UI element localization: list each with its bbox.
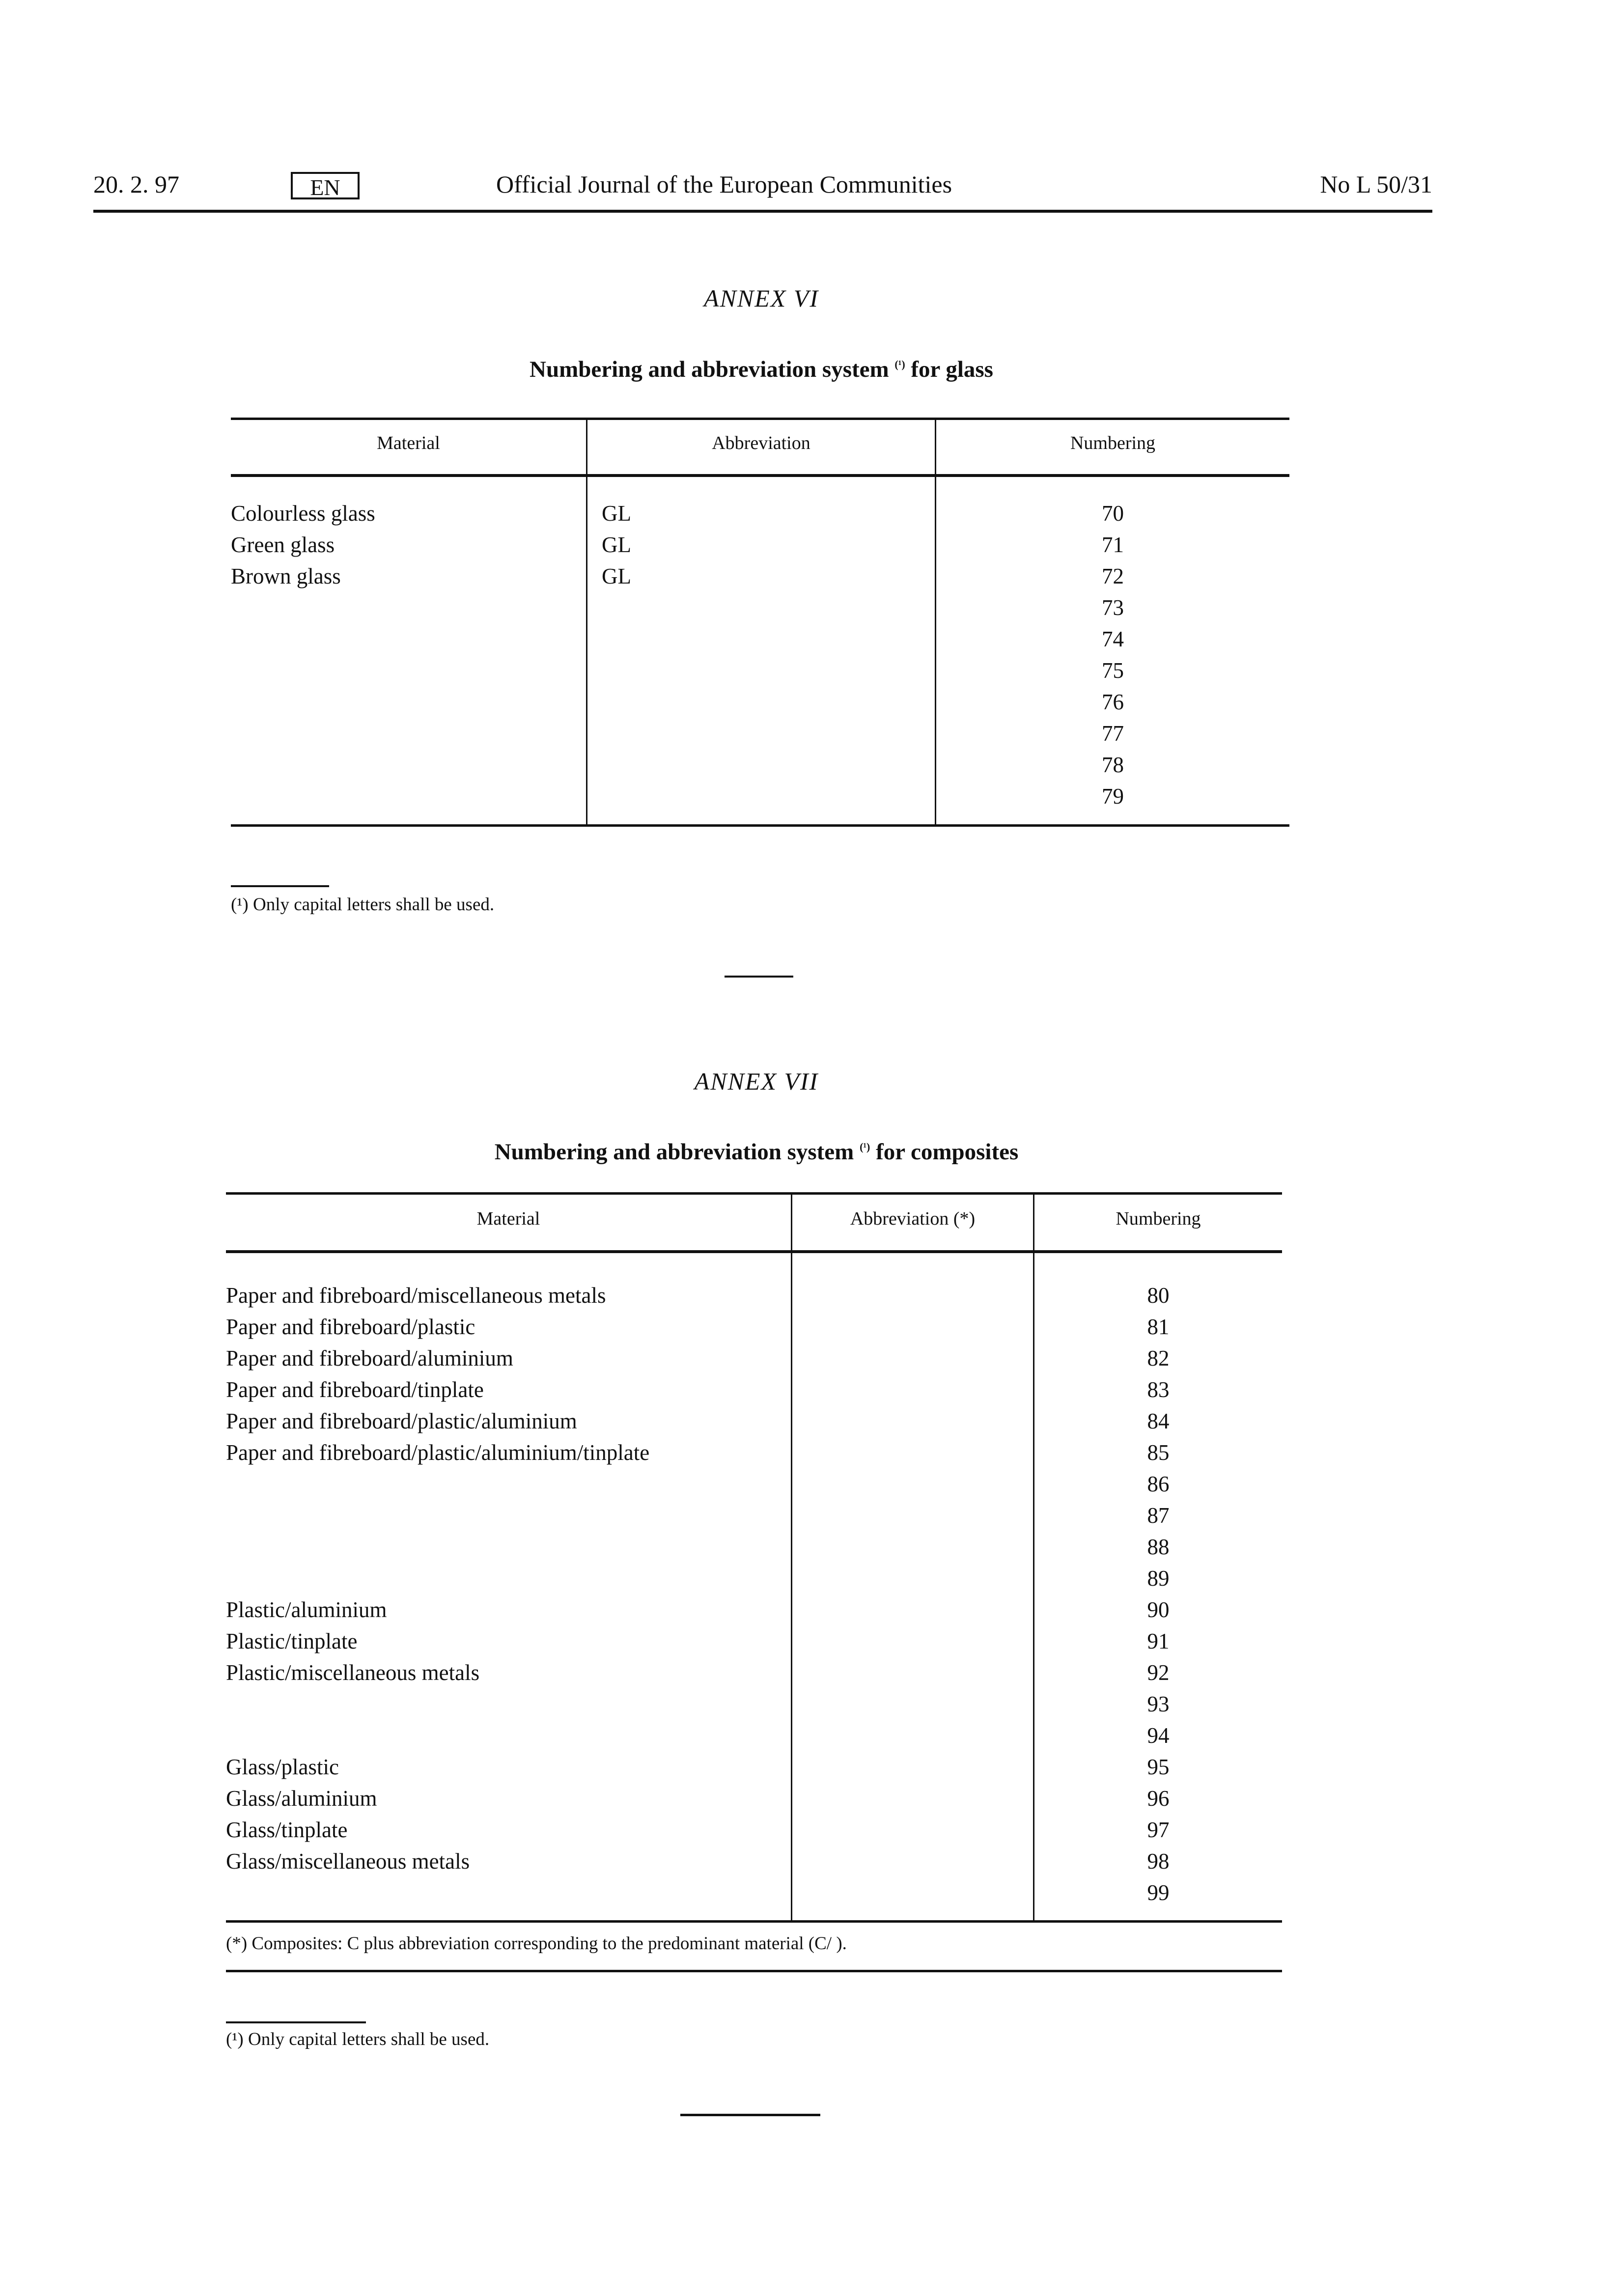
table-row [226, 1688, 1282, 1720]
numbering-cell: 73 [1102, 595, 1124, 620]
publication-date: 20. 2. 97 [93, 170, 179, 198]
table-row [226, 1311, 1282, 1343]
numbering-cell: 74 [1102, 627, 1124, 651]
numbering-cell: 92 [1147, 1660, 1170, 1685]
table-bottom-rule [226, 1920, 1282, 1923]
numbering-cell: 71 [1102, 532, 1124, 557]
numbering-cell: 82 [1147, 1346, 1170, 1371]
table-row [226, 1657, 1282, 1688]
table-row [231, 498, 1289, 529]
material-cell: Brown glass [231, 564, 341, 588]
glass-table [231, 418, 1289, 827]
footnote-reference: (¹) [894, 358, 905, 370]
annex-vi-footnote: (¹) Only capital letters shall be used. [231, 895, 495, 915]
numbering-cell: 84 [1147, 1409, 1170, 1433]
material-cell: Paper and fibreboard/plastic [226, 1315, 475, 1339]
numbering-cell: 78 [1102, 753, 1124, 777]
numbering-cell: 77 [1102, 721, 1124, 746]
numbering-cell: 70 [1102, 501, 1124, 526]
numbering-cell: 99 [1147, 1880, 1170, 1905]
header-rule [93, 210, 1432, 213]
annex-vi-label: ANNEX VI [703, 284, 819, 312]
table-row [231, 718, 1289, 749]
table-row [226, 1877, 1282, 1908]
column-header-numbering: Numbering [1070, 433, 1156, 453]
table-row [231, 623, 1289, 655]
table-row [231, 560, 1289, 592]
table-row [231, 749, 1289, 781]
abbreviation-cell: GL [602, 564, 631, 588]
table-row [226, 1343, 1282, 1374]
table-row [226, 1720, 1282, 1751]
column-header-abbreviation: Abbreviation (*) [850, 1208, 976, 1229]
material-cell: Paper and fibreboard/aluminium [226, 1346, 513, 1371]
annex-vi-title-suffix: for glass [911, 357, 993, 382]
table-header-rule [231, 474, 1289, 477]
footnote-rule [226, 2021, 366, 2023]
numbering-cell: 86 [1147, 1472, 1170, 1496]
abbreviation-cell: GL [602, 532, 631, 557]
numbering-cell: 93 [1147, 1692, 1170, 1716]
material-cell: Glass/miscellaneous metals [226, 1849, 470, 1874]
numbering-cell: 83 [1147, 1377, 1170, 1402]
numbering-cell: 85 [1147, 1440, 1170, 1465]
abbreviation-cell: GL [602, 501, 631, 526]
material-cell: Glass/plastic [226, 1755, 339, 1779]
table-row [226, 1437, 1282, 1468]
table-bottom-rule [231, 824, 1289, 827]
table-row [226, 1783, 1282, 1814]
column-header-material: Material [377, 433, 440, 453]
numbering-cell: 76 [1102, 690, 1124, 714]
table-row [226, 1814, 1282, 1846]
numbering-cell: 88 [1147, 1535, 1170, 1559]
numbering-cell: 87 [1147, 1503, 1170, 1528]
material-cell: Plastic/tinplate [226, 1629, 358, 1653]
annex-vii-footnote: (¹) Only capital letters shall be used. [226, 2029, 490, 2049]
composites-table [226, 1192, 1282, 1924]
footnote-reference: (¹) [860, 1141, 870, 1153]
numbering-cell: 79 [1102, 784, 1124, 809]
numbering-cell: 90 [1147, 1597, 1170, 1622]
numbering-cell: 81 [1147, 1315, 1170, 1339]
table-row [226, 1468, 1282, 1500]
table-row [231, 529, 1289, 560]
table-row [226, 1625, 1282, 1657]
material-cell: Glass/tinplate [226, 1818, 348, 1842]
material-cell: Glass/aluminium [226, 1786, 377, 1811]
material-cell: Paper and fibreboard/plastic/aluminium [226, 1409, 577, 1433]
journal-title: Official Journal of the European Communities [496, 170, 952, 198]
table-row [226, 1563, 1282, 1594]
table-row [226, 1751, 1282, 1783]
language-badge: EN [291, 172, 360, 199]
material-cell: Plastic/miscellaneous metals [226, 1660, 480, 1685]
material-cell: Paper and fibreboard/plastic/aluminium/tinplate [226, 1440, 650, 1465]
table-header-rule [226, 1250, 1282, 1253]
table-row [226, 1374, 1282, 1405]
numbering-cell: 98 [1147, 1849, 1170, 1874]
material-cell: Colourless glass [231, 501, 375, 526]
numbering-cell: 72 [1102, 564, 1124, 588]
numbering-cell: 89 [1147, 1566, 1170, 1591]
material-cell: Paper and fibreboard/miscellaneous metals [226, 1283, 606, 1308]
numbering-cell: 94 [1147, 1723, 1170, 1748]
column-header-numbering: Numbering [1116, 1208, 1201, 1229]
table-row [226, 1531, 1282, 1563]
table-row [231, 781, 1289, 812]
table-row [226, 1405, 1282, 1437]
numbering-cell: 91 [1147, 1629, 1170, 1653]
table-row [231, 592, 1289, 623]
issue-page-number: No L 50/31 [1320, 170, 1432, 198]
material-cell: Green glass [231, 532, 335, 557]
footnote-rule [231, 885, 329, 887]
table-row [226, 1594, 1282, 1625]
annex-vii-title-suffix: for composites [876, 1139, 1019, 1165]
end-separator [680, 2114, 820, 2116]
table-top-rule [231, 418, 1289, 420]
table-note-rule [226, 1970, 1282, 1972]
numbering-cell: 97 [1147, 1818, 1170, 1842]
numbering-cell: 75 [1102, 658, 1124, 683]
numbering-cell: 96 [1147, 1786, 1170, 1811]
numbering-cell: 80 [1147, 1283, 1170, 1308]
column-header-abbreviation: Abbreviation [712, 433, 810, 453]
annex-vii-title [0, 1139, 1513, 1165]
table-row [231, 655, 1289, 686]
table-row [226, 1500, 1282, 1531]
section-separator [725, 976, 793, 978]
table-row [226, 1280, 1282, 1311]
material-cell: Plastic/aluminium [226, 1597, 387, 1622]
table-row [226, 1846, 1282, 1877]
numbering-cell: 95 [1147, 1755, 1170, 1779]
annex-vii-title-text: Numbering and abbreviation system [494, 1139, 854, 1165]
composites-table-note: (*) Composites: C plus abbreviation corresponding to the predominant material (C/ ). [226, 1933, 847, 1954]
column-header-material: Material [476, 1208, 540, 1229]
material-cell: Paper and fibreboard/tinplate [226, 1377, 484, 1402]
table-top-rule [226, 1192, 1282, 1195]
annex-vii-label: ANNEX VII [694, 1067, 819, 1095]
annex-vi-title [0, 356, 1523, 383]
table-row [231, 686, 1289, 718]
annex-vi-title-text: Numbering and abbreviation system [530, 357, 889, 382]
